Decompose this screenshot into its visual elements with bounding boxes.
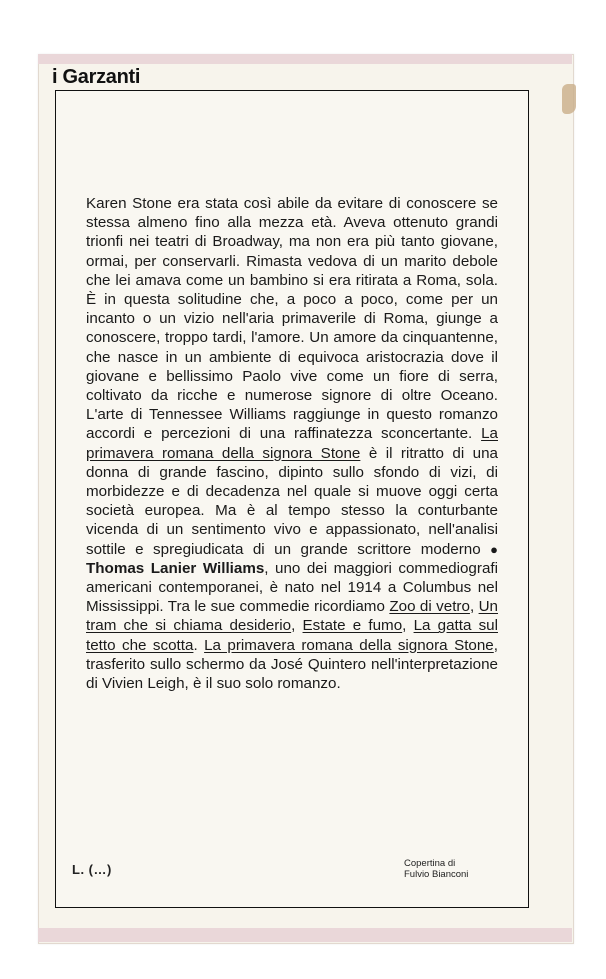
work-title: Estate e fumo xyxy=(302,617,403,635)
credit-line-1: Copertina di xyxy=(404,858,456,869)
blurb-paragraph-2: è il ritratto di una donna di grande fascino, dipinto sullo sfondo di vizi, di morbidezze e di decadenza nel quale si muove oggi certa società europea. Ma è al tempo stesso la conturbante vicenda di un sentimento vivo e appassionato, nell'analisi sottile e spregiudicata di un grande scrittore moderno xyxy=(86,444,498,558)
paper-stain xyxy=(562,84,576,114)
cover-credit xyxy=(404,858,504,880)
novel-title-1: La primavera romana della signora Stone xyxy=(86,425,498,462)
publisher-logo: i Garzanti xyxy=(52,66,141,88)
novel-title-2: La primavera romana della signora Stone xyxy=(204,636,494,654)
price-label: L. (…) xyxy=(72,862,112,877)
blurb-paragraph-4: , trasferito sullo schermo da José Quintero nell'interpretazione di Vivien Leigh, è il suo solo romanzo. xyxy=(86,636,498,693)
blurb-paragraph-1: Karen Stone era stata così abile da evitare di conoscere se stessa almeno fino alla mezza età. Aveva ottenuto grandi trionfi nei teatri di Broadway, ma non era più tanto giovane, ormai, per conservarli. Rimasta vedova di un marito debole che lei amava come un bambino si era ritirata a Roma, sola. È in questa solitudine che, a poco a poco, come per un incanto o un vizio nell'aria primaverile di Roma, giunge a conoscere, troppo tardi, l'amore. Un amore da cinquantenne, che nasce in un ambiente di equivoca aristocrazia dove il giovane e bellissimo Paolo vive come un fiore di serra, coltivato da ricche e numerose signore di oltre Oceano. L'arte di Tennessee Williams raggiunge in questo romanzo accordi e percezioni di una raffinatezza sconcertante. xyxy=(86,195,498,443)
work-title: La gatta sul tetto che scotta xyxy=(86,617,498,654)
blurb-text: Karen Stone era stata così abile da evitare di conoscere se stessa almeno fino alla mezza età. Aveva ottenuto grandi trionfi nei teatri di Broadway, ma non era più tanto giovane, ormai, per conservarli. Rimasta vedova di un marito debole che lei amava come un bambino si era ritirata a Roma, sola. È in questa solitudine che, a poco a poco, come per un incanto o un vizio nell'aria primaverile di Roma, giunge a conoscere, troppo tardi, l'amore. Un amore da cinquantenne, che nasce in un ambiente di equivoca aristocrazia dove il giovane e bellissimo Paolo vive come un fiore di serra, coltivato da ricche e numerose signore di oltre Oceano. L'arte di Tennessee Williams raggiunge in questo romanzo accordi e percezioni di una raffinatezza sconcertante. La primavera romana della signora Stone è il ritratto di una donna di grande fascino, dipinto sullo sfondo di vizi, di morbidezze e di decadenza nel quale si muove oggi certa società europea. Ma è al tempo stesso la conturbante vicenda di un sentimento vivo e appassionato, nell'analisi sottile e spregiudicata di un grande scrittore moderno ● Thomas Lanier Williams, uno dei maggiori commediografi americani contemporanei, è nato nel 1914 a Columbus nel Mississippi. Tra le sue commedie ricordiamo Zoo di vetro, Un tram che si chiama desiderio, Estate e fumo, La gatta sul tetto che scotta. La primavera romana della signora Stone, trasferito sullo schermo da José Quintero nell'interpretazione di Vivien Leigh, è il suo solo romanzo. xyxy=(86,195,498,693)
blurb-paragraph-3: , uno dei maggiori commediografi americani contemporanei, è nato nel 1914 a Columbus nel Mississippi. Tra le sue commedie ricordiamo xyxy=(86,559,498,616)
bullet-icon: ● xyxy=(490,541,498,557)
work-title: Zoo di vetro xyxy=(389,598,470,616)
credit-line-2: Fulvio Bianconi xyxy=(404,869,469,880)
author-name: Thomas Lanier Williams xyxy=(86,559,265,577)
cover-top-band xyxy=(38,54,572,64)
work-title: Un tram che si chiama desiderio xyxy=(86,598,498,635)
cover-bottom-band xyxy=(38,928,572,942)
